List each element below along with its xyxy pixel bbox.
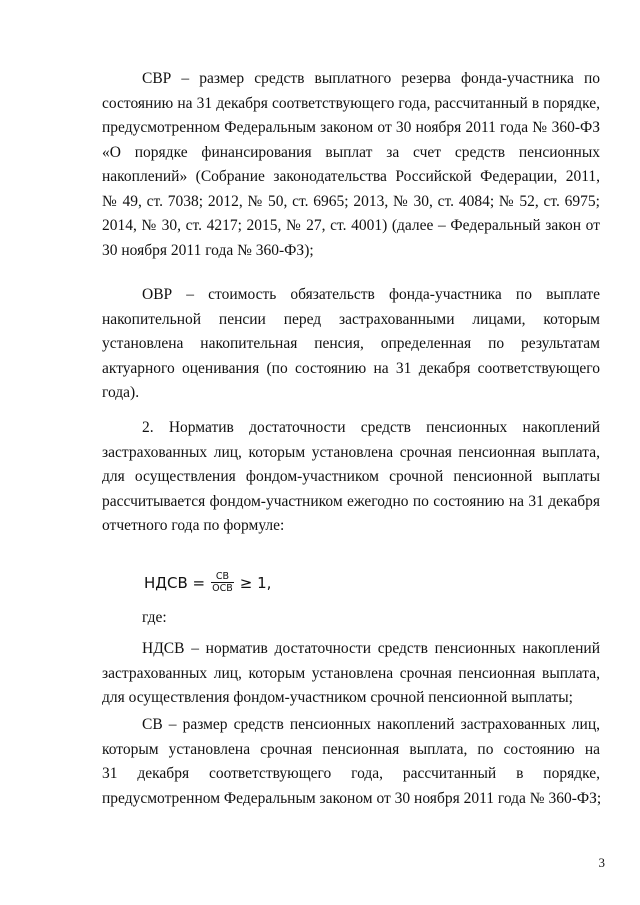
ndsv-definition <box>102 637 600 711</box>
text-line: для осуществления фондом-участником срочной пенсионной выплаты; <box>102 689 573 706</box>
text-line: 31 декабря соответствующего года, рассчитанный в порядке, <box>102 765 600 782</box>
text-line: 2. Норматив достаточности средств пенсионных накоплений <box>142 419 600 436</box>
text-line: 30 ноября 2011 года № 360-ФЗ); <box>102 241 314 259</box>
text-line: накоплений» (Собрание законодательства Российской Федерации, 2011, <box>102 168 600 185</box>
text-line: отчетного года по формуле: <box>102 517 285 534</box>
formula-numerator: СВ <box>215 571 229 582</box>
text-line: предусмотренном Федеральным законом от 30 ноября 2011 года № 360-ФЗ <box>102 119 600 136</box>
text-line: которым установлена срочная пенсионная выплата, по состоянию на <box>102 740 600 758</box>
text-line: застрахованных лиц, которым установлена срочная пенсионная выплата, <box>102 443 600 461</box>
text-line: для осуществления фондом-участником срочной пенсионной выплаты <box>102 468 600 485</box>
formula-rhs: ≥ 1, <box>239 573 272 592</box>
text-line: состоянию на 31 декабря соответствующего года, рассчитанный в порядке, <box>102 94 600 112</box>
text-line: рассчитывается фондом-участником ежегодно по состоянию на 31 декабря <box>102 492 600 510</box>
text-line: № 49, ст. 7038; 2012, № 50, ст. 6965; 2013, № 30, ст. 4084; № 52, ст. 6975; <box>102 192 600 210</box>
sv-definition <box>102 713 600 811</box>
text-line: СВ – размер средств пенсионных накоплений застрахованных лиц, <box>142 716 600 733</box>
svr-definition <box>102 67 600 263</box>
formula-lhs: НДСВ = <box>144 573 206 592</box>
text-line: застрахованных лиц, которым установлена срочная пенсионная выплата, <box>102 664 600 682</box>
text-line: «О порядке финансирования выплат за счет средств пенсионных <box>102 143 600 161</box>
text-line: года). <box>102 384 140 401</box>
page-number: 3 <box>598 855 605 870</box>
formula-denominator: ОСВ <box>212 583 233 594</box>
text-line: СВР – размер средств выплатного резерва фонда-участника по <box>142 70 600 87</box>
text-line: ОВР – стоимость обязательств фонда-участника по выплате <box>142 286 600 303</box>
section-2-paragraph <box>102 416 600 539</box>
text-line: актуарного оценивания (по состоянию на 31 декабря соответствующего <box>102 359 600 377</box>
where-label-block <box>102 606 600 631</box>
ndsv-formula <box>144 571 271 594</box>
text-line: НДСВ – норматив достаточности средств пенсионных накоплений <box>142 640 600 657</box>
text-line: 2014, № 30, ст. 4217; 2015, № 27, ст. 4001) (далее – Федеральный закон от <box>102 217 600 234</box>
text-line: предусмотренном Федеральным законом от 30 ноября 2011 года № 360-ФЗ; <box>102 789 602 807</box>
ovr-definition <box>102 283 600 406</box>
formula-fraction <box>211 571 234 594</box>
text-line: накопительной пенсии перед застрахованными лицами, которым <box>102 310 600 328</box>
text-line: установлена накопительная пенсия, определенная по результатам <box>102 335 600 352</box>
where-label: где: <box>142 609 167 626</box>
